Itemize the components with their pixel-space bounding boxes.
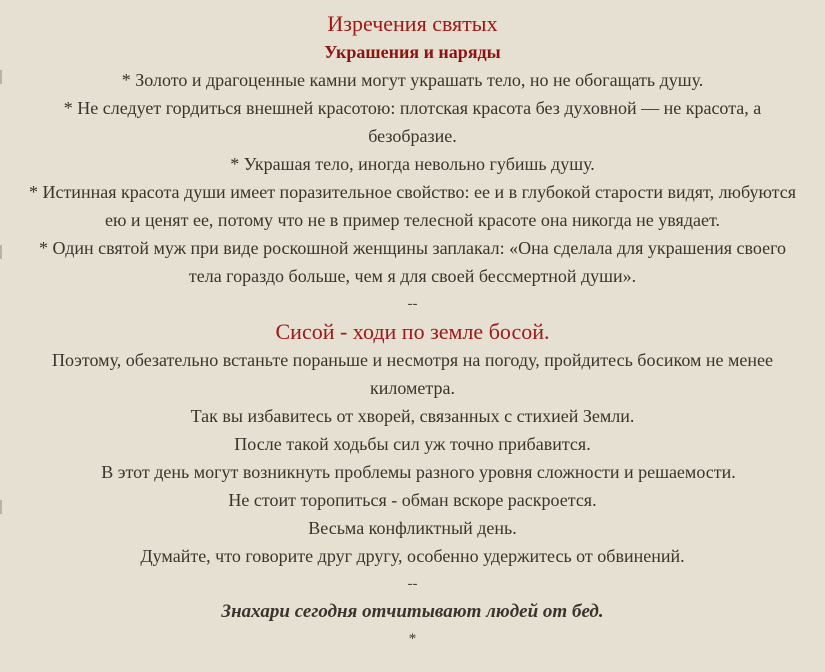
- section-title: Изречения святых: [327, 11, 498, 36]
- day-line: Поэтому, обезательно встаньте пораньше и несмотря на погоду, пройдитесь босиком не менее километра.: [51, 350, 774, 398]
- day-title: Сисой - ходи по земле босой.: [275, 319, 550, 344]
- saying-line: * Украшая тело, иногда невольно губишь душу.: [230, 154, 595, 174]
- day-section: [0, 318, 825, 570]
- separator: --: [407, 296, 418, 312]
- day-line: Не стоит торопиться - обман вскоре раскроется.: [228, 490, 597, 510]
- section-subtitle: Украшения и наряды: [324, 42, 501, 62]
- day-line: После такой ходьбы сил уж точно прибавится.: [234, 434, 591, 454]
- day-line: В этот день могут возникнуть проблемы разного уровня сложности и решаемости.: [101, 462, 736, 482]
- saying-line: * Не следует гордиться внешней красотою: плотская красота без духовной — не красота, а безобразие.: [63, 98, 762, 146]
- day-line: Думайте, что говорите друг другу, особенно удержитесь от обвинений.: [140, 546, 685, 566]
- saying-line: * Один святой муж при виде роскошной женщины заплакал: «Она сделала для украшения своего тела гораздо больше, чем я для своей бессмертной души».: [38, 238, 787, 286]
- saying-line: * Истинная красота души имеет поразительное свойство: ее и в глубокой старости видят, любуются ею и ценят ее, потому что не в пример телесной красоте она никогда не увядает.: [28, 182, 797, 230]
- closing-line: Знахари сегодня отчитывают людей от бед.: [221, 601, 604, 622]
- day-line: Весьма конфликтный день.: [308, 518, 517, 538]
- end-mark: *: [408, 631, 417, 647]
- separator: --: [407, 576, 418, 592]
- day-line: Так вы избавитесь от хворей, связанных с стихией Земли.: [190, 406, 635, 426]
- sayings-section: [0, 0, 825, 290]
- saying-line: * Золото и драгоценные камни могут украшать тело, но не обогащать душу.: [121, 70, 704, 90]
